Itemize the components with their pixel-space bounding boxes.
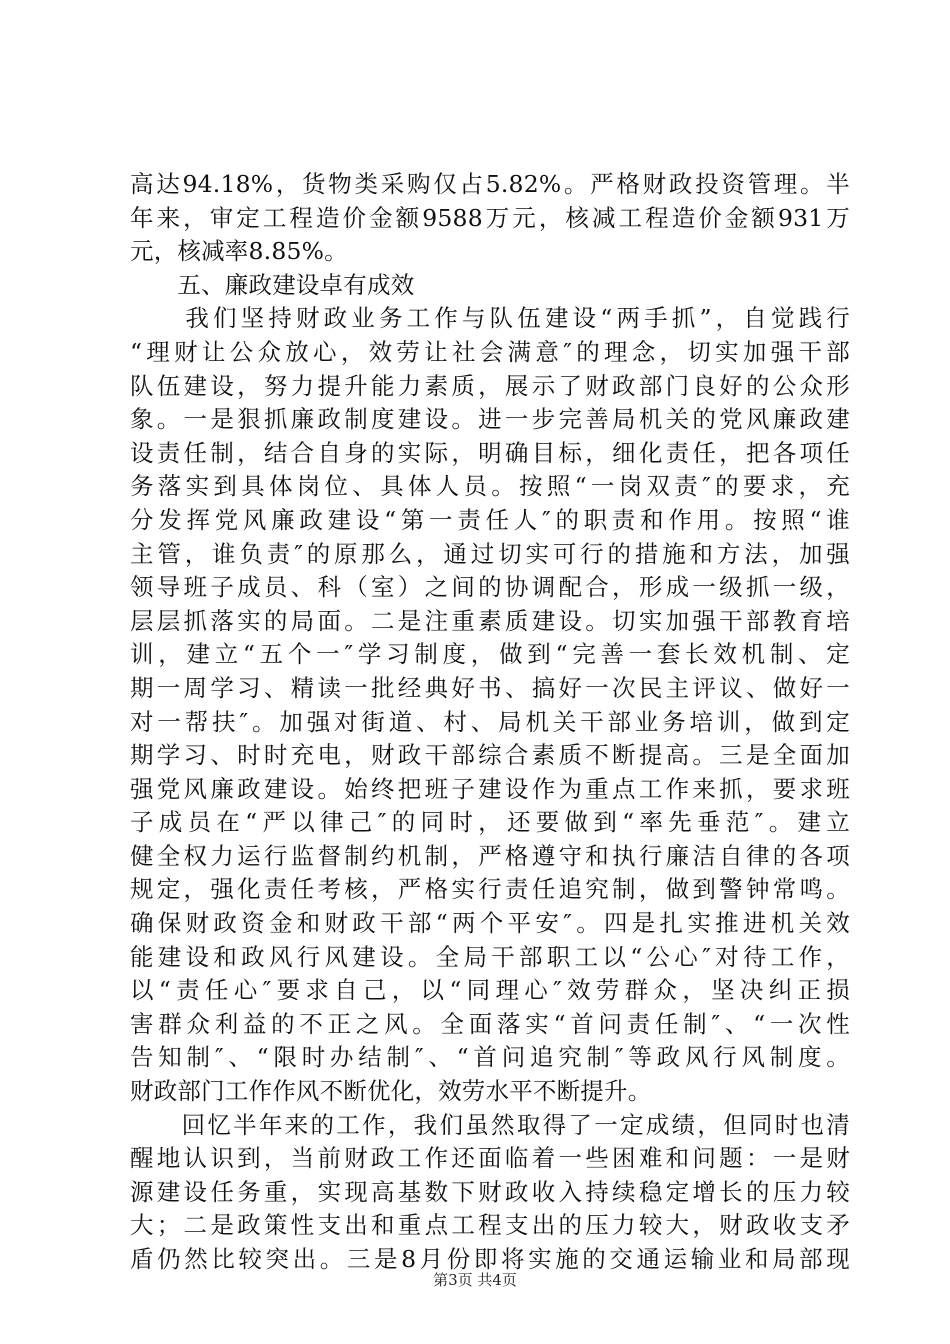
text-line: 领导班子成员、科（室）之间的协调配合，形成一级抓一级， xyxy=(130,573,850,602)
text-line: 害群众利益的不正之风。全面落实“首问责任制″、“一次性 xyxy=(130,1009,850,1038)
text-line: 醒地认识到，当前财政工作还面临着一些困难和问题：一是财 xyxy=(130,1144,850,1173)
text-line: 强党风廉政建设。始终把班子建设作为重点工作来抓，要求班 xyxy=(130,774,850,803)
text-line: 对一帮扶″。加强对街道、村、局机关干部业务培训，做到定 xyxy=(130,707,850,736)
text-line: 高达94.18%，货物类采购仅占5.82%。严格财政投资管理。半 xyxy=(130,170,850,198)
text-line: 源建设任务重，实现高基数下财政收入持续稳定增长的压力较 xyxy=(130,1177,850,1206)
text-line: 我们坚持财政业务工作与队伍建设“两手抓”，自觉践行 xyxy=(130,304,850,333)
text-line: 盾仍然比较突出。三是8月份即将实施的交通运输业和局部现 xyxy=(130,1245,850,1273)
text-line: 期学习、时时充电，财政干部综合素质不断提高。三是全面加 xyxy=(130,741,850,770)
page-footer: 第3页 共4页 xyxy=(433,1271,517,1289)
text-line: 能建设和政风行风建设。全局干部职工以“公心″对待工作， xyxy=(130,942,850,971)
text-line: 以“责任心″要求自己，以“同理心″效劳群众，坚决纠正损 xyxy=(130,976,850,1005)
text-line: 象。一是狠抓廉政制度建设。进一步完善局机关的党风廉政建 xyxy=(130,405,850,434)
text-line: 健全权力运行监督制约机制，严格遵守和执行廉洁自律的各项 xyxy=(130,841,850,870)
text-line: 告知制″、“限时办结制″、“首问追究制″等政风行风制度。 xyxy=(130,1043,850,1072)
text-line: 主管，谁负责″的原那么，通过切实可行的措施和方法，加强 xyxy=(130,539,850,568)
text-line: 层层抓落实的局面。二是注重素质建设。切实加强干部教育培 xyxy=(130,606,850,635)
text-line: 大；二是政策性支出和重点工程支出的压力较大，财政收支矛 xyxy=(130,1211,850,1240)
text-line: 分发挥党风廉政建设“第一责任人″的职责和作用。按照“谁 xyxy=(130,505,850,534)
text-line: 回忆半年来的工作，我们虽然取得了一定成绩，但同时也清 xyxy=(130,1110,850,1139)
text-line: 训，建立“五个一″学习制度，做到“完善一套长效机制、定 xyxy=(130,640,850,669)
text-line: 规定，强化责任考核，严格实行责任追究制，做到警钟常鸣。 xyxy=(130,875,850,904)
document-body xyxy=(130,168,850,1277)
text-line: 队伍建设，努力提升能力素质，展示了财政部门良好的公众形 xyxy=(130,371,850,400)
text-line: “理财让公众放心，效劳让社会满意″的理念，切实加强干部 xyxy=(130,337,850,366)
text-line: 五、廉政建设卓有成效 xyxy=(130,270,415,299)
text-line: 设责任制，结合自身的实际，明确目标，细化责任，把各项任 xyxy=(130,438,850,467)
text-line: 期一周学习、精读一批经典好书、搞好一次民主评议、做好一 xyxy=(130,673,850,702)
text-line: 元，核减率8.85%。 xyxy=(130,237,348,266)
text-line: 年来，审定工程造价金额9588万元，核减工程造价金额931万 xyxy=(130,203,850,232)
text-line: 务落实到具体岗位、具体人员。按照“一岗双责″的要求，充 xyxy=(130,472,850,501)
text-line: 确保财政资金和财政干部“两个平安″。四是扎实推进机关效 xyxy=(130,909,850,938)
text-line: 子成员在“严以律己″的同时，还要做到“率先垂范″。建立 xyxy=(130,808,850,837)
text-line: 财政部门工作作风不断优化，效劳水平不断提升。 xyxy=(130,1077,652,1106)
